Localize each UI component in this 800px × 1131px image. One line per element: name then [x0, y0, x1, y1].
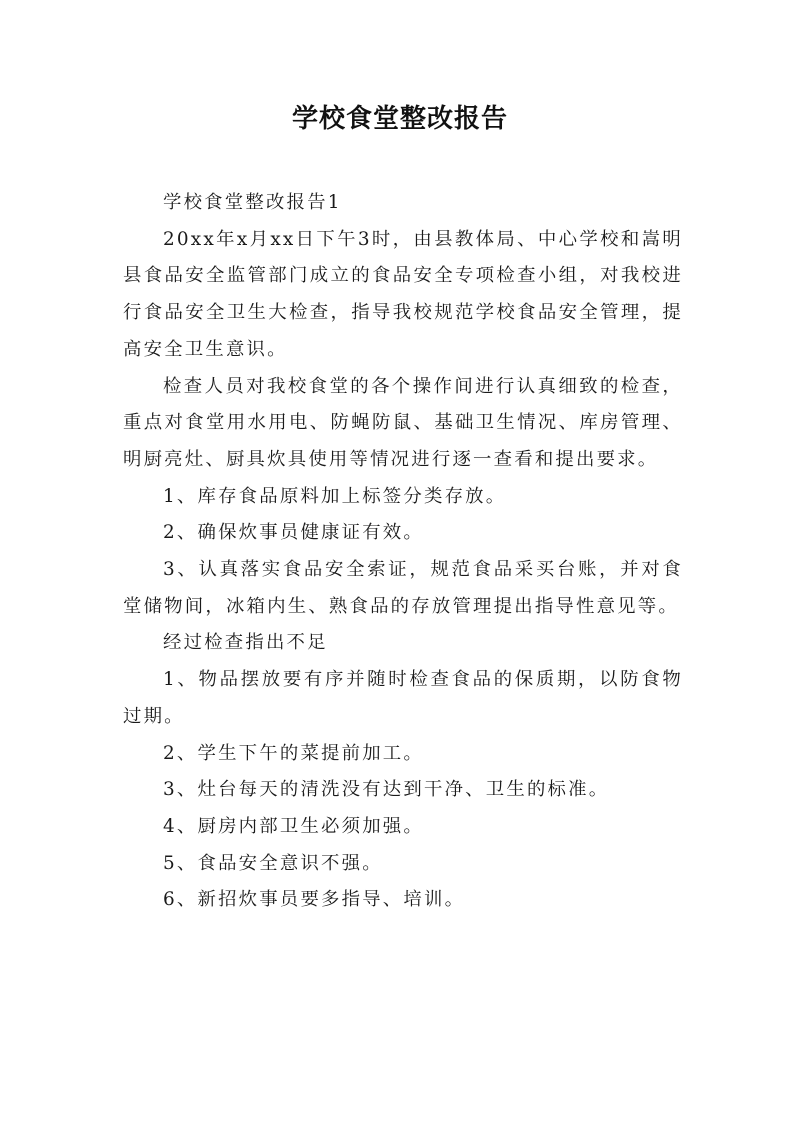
section-heading: 学校食堂整改报告1: [163, 192, 342, 213]
requirement-item-2: 2、确保炊事员健康证有效。: [163, 522, 424, 544]
paragraph-inspection-intro: 20xx年x月xx日下午3时，由县教体局、中心学校和嵩明县食品安全监管部门成立的食品安全专项检查小组，对我校进行食品安全卫生大检查，指导我校规范学校食品安全管理，提高安全卫生意识。: [123, 228, 683, 360]
deficiencies-heading: 经过检查指出不足: [163, 632, 328, 654]
paragraph-inspection-details: 检查人员对我校食堂的各个操作间进行认真细致的检查，重点对食堂用水用电、防蝇防鼠、基础卫生情况、库房管理、明厨亮灶、厨具炊具使用等情况进行逐一查看和提出要求。: [123, 375, 683, 470]
deficiency-item-5: 5、食品安全意识不强。: [163, 852, 383, 874]
document-title: 学校食堂整改报告: [291, 104, 508, 134]
deficiency-item-1: 1、物品摆放要有序并随时检查食品的保质期，以防食物过期。: [123, 669, 683, 727]
deficiency-item-2: 2、学生下午的菜提前加工。: [163, 742, 424, 764]
requirement-item-1: 1、库存食品原料加上标签分类存放。: [163, 485, 507, 507]
deficiency-item-6: 6、新招炊事员要多指导、培训。: [163, 889, 466, 911]
document-body: [123, 185, 683, 919]
deficiency-item-3: 3、灶台每天的清洗没有达到干净、卫生的标准。: [163, 779, 610, 801]
deficiency-item-4: 4、厨房内部卫生必须加强。: [163, 815, 424, 837]
requirement-item-3: 3、认真落实食品安全索证，规范食品采买台账，并对食堂储物间，冰箱内生、熟食品的存放管理提出指导性意见等。: [123, 559, 683, 617]
